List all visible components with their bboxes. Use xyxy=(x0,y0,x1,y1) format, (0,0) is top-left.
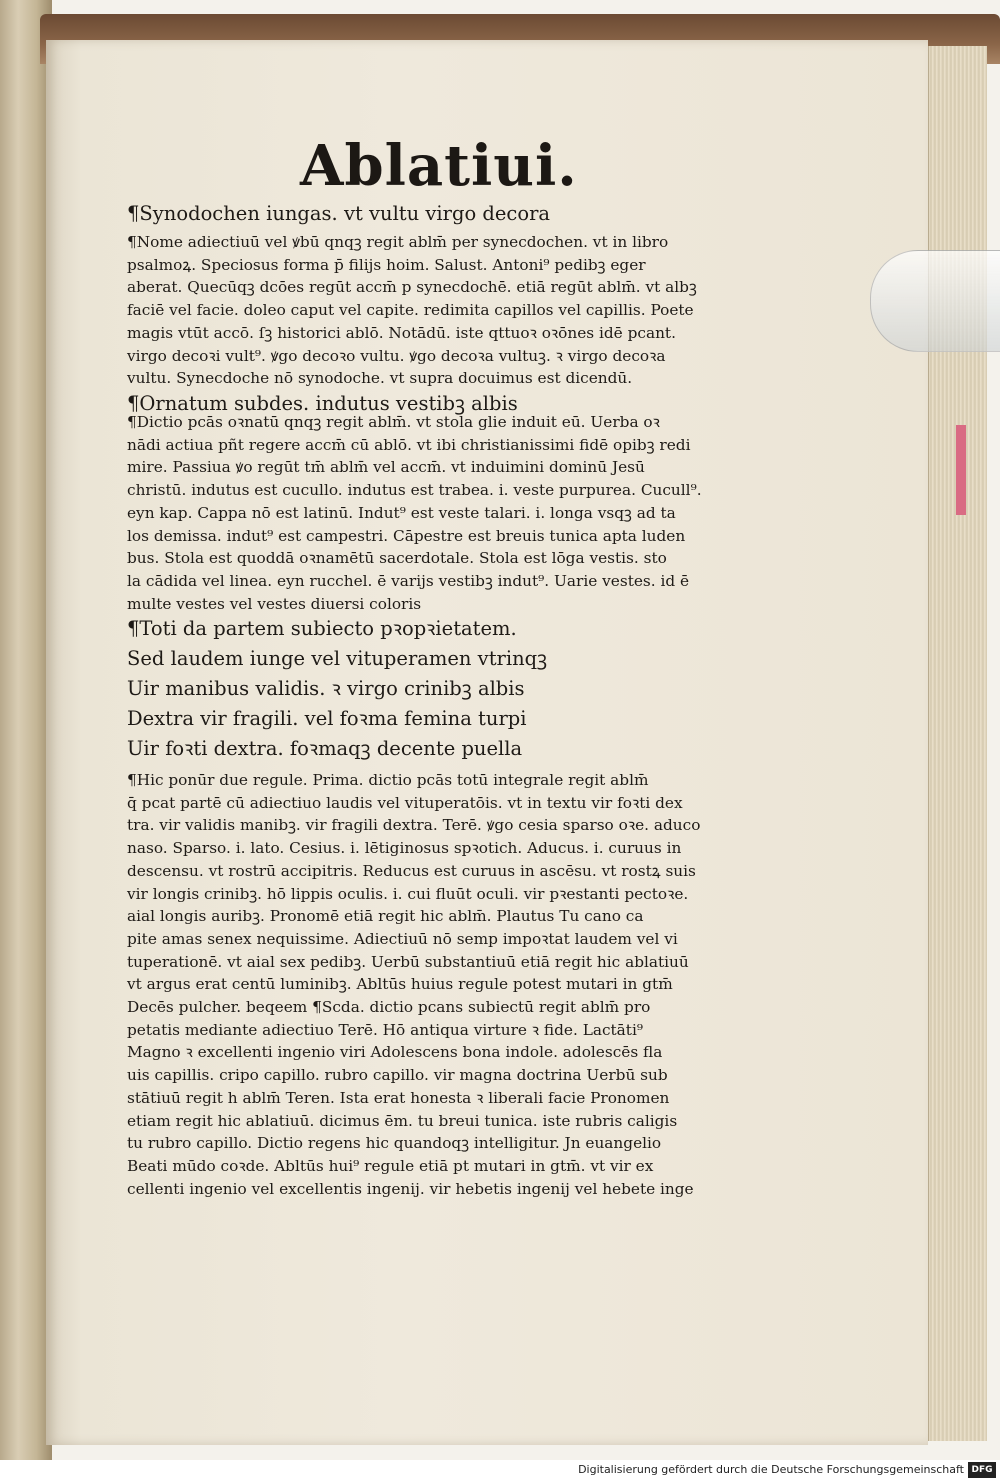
gloss-line: aial longis auribꝫ. Pronomē etiā regit hic ablm̄. Plautus Tu cano ca xyxy=(127,907,644,926)
verse-line: ¶Ornatum subdes. indutus vestibꝫ albis xyxy=(127,392,518,415)
book-binding-left xyxy=(0,0,52,1460)
verse-line: Uir manibus validis. ꝛ virgo crinibꝫ albis xyxy=(127,677,525,700)
verse-block xyxy=(127,614,547,764)
gloss-line: naso. Sparso. i. lato. Cesius. i. lētiginosus spꝛotich. Aducus. i. curuus in xyxy=(127,839,682,858)
dfg-logo: DFG xyxy=(968,1462,996,1478)
gloss-line: aberat. Quecūqꝫ dcōes regūt accm̄ p synecdochē. etiā regūt ablm̄. vt albꝫ xyxy=(127,278,697,297)
gloss-line: tuperationē. vt aial sex pedibꝫ. Uerbū substantiuū etiā regit hic ablatiuū xyxy=(127,952,689,971)
gloss-line: stātiuū regit h ablm̄ Teren. Ista erat honesta ꝛ liberali facie Pronomen xyxy=(127,1088,670,1107)
gloss-line: faciē vel facie. doleo caput vel capite. redimita capillos vel capillis. Poete xyxy=(127,301,694,320)
gloss-line: christū. indutus est cucullo. indutus est trabea. i. veste purpurea. Cucull⁹. xyxy=(127,481,702,500)
gloss-line: cellenti ingenio vel excellentis ingenij. vir hebetis ingenij vel hebete inge xyxy=(127,1179,694,1198)
gloss-line: mire. Passiua ꝟo regūt tm̄ ablm̄ vel accm̄. vt induimini dominū Jesū xyxy=(127,458,645,477)
gloss-line: Magno ꝛ excellenti ingenio viri Adolescens bona indole. adolescēs fla xyxy=(127,1043,663,1062)
gloss-line: uis capillis. cripo capillo. rubro capillo. vir magna doctrina Uerbū sub xyxy=(127,1066,668,1085)
gloss-line: la cādida vel linea. eyn rucchel. ē varijs vestibꝫ indut⁹. Uarie vestes. id ē xyxy=(127,571,690,590)
verse-line: Sed laudem iunge vel vituperamen vtrinqꝫ xyxy=(127,647,548,670)
gloss-line: vt argus erat centū luminibꝫ. Abltūs huius regule potest mutari in gtm̄ xyxy=(127,975,673,994)
gloss-line: tra. vir validis manibꝫ. vir fragili dextra. Terē. ꝟgo cesia sparso oꝛe. aduco xyxy=(127,816,701,835)
gloss-block xyxy=(127,769,700,1200)
verse-line: ¶Synodochen iungas. vt vultu virgo decora xyxy=(127,202,551,225)
gloss-line: magis vtūt accō. ſꝫ historici ablō. Notādū. iste qttuoꝛ oꝛōnes idē pcant. xyxy=(127,323,676,342)
gloss-line: descensu. vt rostrū accipitris. Reducus est curuus in ascēsu. vt rostꝝ suis xyxy=(127,861,696,880)
verse-line: Uir foꝛti dextra. foꝛmaqꝫ decente puella xyxy=(127,737,523,760)
gloss-line: virgo decoꝛi vult⁹. ꝟgo decoꝛo vultu. ꝟgo decoꝛa vultuꝫ. ꝛ virgo decoꝛa xyxy=(127,346,666,365)
gloss-line: bus. Stola est quoddā oꝛnamētū sacerdotale. Stola est lōga vestis. sto xyxy=(127,549,667,568)
gloss-line: vultu. Synecdoche nō synodoche. vt supra docuimus est dicendū. xyxy=(127,369,633,388)
gloss-line: Decēs pulcher. beqeem ¶Scda. dictio pcans subiectū regit ablm̄ pro xyxy=(127,998,651,1017)
gloss-line: Beati mūdo coꝛde. Abltūs hui⁹ regule etiā pt mutari in gtm̄. vt vir ex xyxy=(127,1156,654,1175)
gloss-block xyxy=(127,231,697,390)
gloss-line: ¶Hic ponūr due regule. Prima. dictio pcās totū integrale regit ablm̄ xyxy=(127,771,649,789)
verse-block xyxy=(127,199,550,229)
verse-line: Dextra vir fragili. vel foꝛma femina turpi xyxy=(127,707,527,730)
gloss-block xyxy=(127,411,702,615)
gloss-line: petatis mediante adiectiuo Terē. Hō antiqua virture ꝛ fide. Lactāti⁹ xyxy=(127,1020,643,1039)
funding-note: Digitalisierung gefördert durch die Deutsche Forschungsgemeinschaft xyxy=(578,1463,964,1476)
gloss-line: etiam regit hic ablatiuū. dicimus ēm. tu breui tunica. iste rubris caligis xyxy=(127,1111,678,1130)
gloss-line: ¶Dictio pcās oꝛnatū qnqꝫ regit ablm̄. vt stola glie induit eū. Uerba oꝛ xyxy=(127,413,660,431)
bookmark-tab xyxy=(956,425,966,515)
gloss-line: nādi actiua pñt regere accm̄ cū ablō. vt ibi christianissimi fidē opibꝫ redi xyxy=(127,435,691,454)
gloss-line: q̄ pcat partē cū adiectiuo laudis vel vituperatōis. vt in textu vir foꝛti dex xyxy=(127,793,683,812)
gloss-line: vir longis crinibꝫ. hō lippis oculis. i. cui fluūt oculi. vir pꝛestanti pectoꝛe. xyxy=(127,884,689,903)
gloss-line: ¶Nome adiectiuū vel ꝟbū qnqꝫ regit ablm̄ per synecdochen. vt in libro xyxy=(127,233,669,251)
gloss-line: eyn kap. Cappa nō est latinū. Indut⁹ est veste talari. i. longa vsqꝫ ad ta xyxy=(127,503,676,522)
gloss-line: multe vestes vel vestes diuersi coloris xyxy=(127,594,422,613)
verse-line: ¶Toti da partem subiecto pꝛopꝛietatem. xyxy=(127,617,517,640)
gloss-line: los demissa. indut⁹ est campestri. Cāpestre est breuis tunica apta luden xyxy=(127,526,686,545)
gloss-line: pite amas senex nequissime. Adiectiuū nō semp impoꝛtat laudem vel vi xyxy=(127,929,678,948)
plastic-page-clip xyxy=(870,250,1000,352)
page-heading: Ablatiui. xyxy=(300,133,578,199)
gloss-line: tu rubro capillo. Dictio regens hic quandoqꝫ intelligitur. Jn euangelio xyxy=(127,1134,662,1153)
gloss-line: psalmoꝝ. Speciosus forma p̄ filijs hoim. Salust. Antoni⁹ pedibꝫ eger xyxy=(127,255,646,274)
